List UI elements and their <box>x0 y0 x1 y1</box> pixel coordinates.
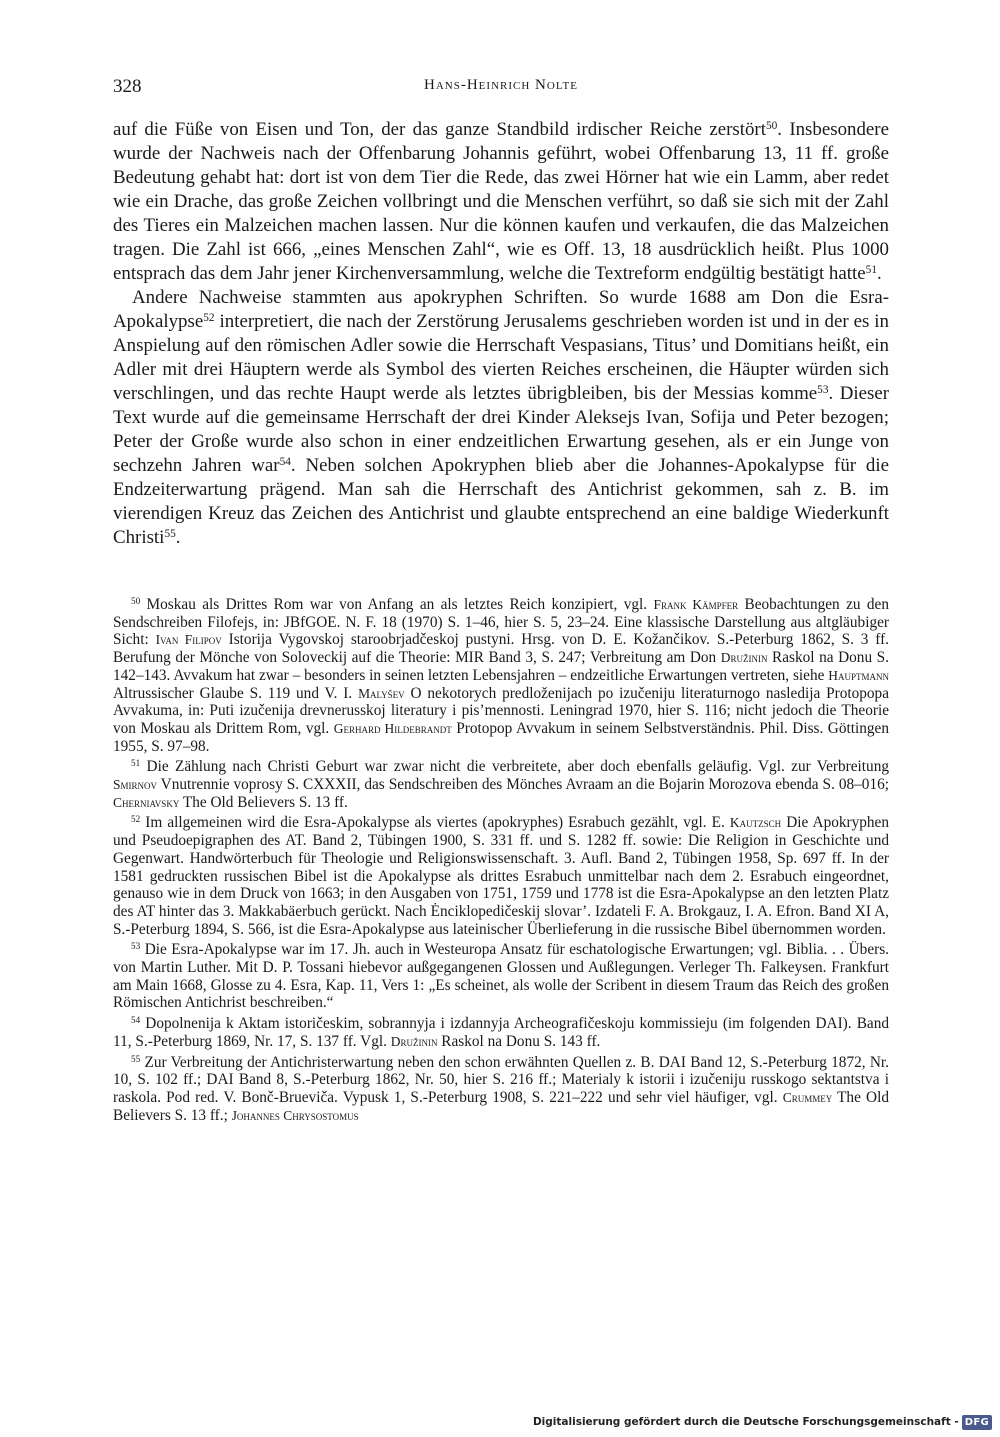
footnote-ref-52[interactable]: 52 <box>203 311 215 324</box>
footnote-52: $^{52}$ Im allgemeinen wird die Esra-Apokalypse als viertes (apokryphes) Esrabuch gezählt, vgl. E. Kautzsch Die Apokryphen und Pseudoepigraphen des AT. Band 2, Tübingen 1900, S. 331 ff. und S. 1282 ff. sowie: Die Religion in Geschichte und Gegenwart. Handwörterbuch für Theologie und Religionswissenschaft. 3. Aufl. Band 2, Tübingen 1958, Sp. 697 ff. In der 1581 gedruckten russischen Bibel ist die Apokalypse als drittes Esrabuch unmittelbar nach dem 2. Esrabuch eingeordnet, genauso wie in dem Druck von 1663; in den Ausgaben von 1751, 1759 und 1778 ist die Esra-Apokalypse an den letzten Platz des AT hinter das 3. Makkabäerbuch gerückt. Nach Ėnciklopedičeskij slovar’. Izdateli F. A. Brokgauz, I. A. Efron. Band XI A, S.-Peterburg 1894, S. 566, ist die Esra-Apokalypse aus lateinischer Überlieferung in die russische Bibel übernommen worden. <box>113 814 889 938</box>
author-name: Kautzsch <box>729 815 782 831</box>
author-name: Ivan Filipov <box>155 632 222 648</box>
author-name: Frank Kämpfer <box>653 597 739 612</box>
author-name: Johannes Chrysostomus <box>231 1107 359 1123</box>
author-name: Crummey <box>782 1089 833 1105</box>
footnote-ref-55[interactable]: 55 <box>164 527 176 540</box>
author-name: Malyšev <box>358 685 405 701</box>
footnote-number: 54 <box>131 1015 141 1026</box>
footnote-50: $^{50}$ Moskau als Drittes Rom war von Anfang an als letztes Reich konzipiert, vgl. Frank Kämpfer Beobachtungen zu den Sendschreiben Filofejs, in: JBfGOE. N. F. 18 (1970) S. 1–46, hier S. 5, 23–24. Eine klassische Darstellung aus altgläubiger Sicht: Ivan Filipov Istorija Vygovskoj staroobrjadčeskoj pustyni. Hrsg. von D. E. Kožančikov. S.-Peterburg 1862, S. 3 ff. Berufung der Mönche von Soloveckij auf die Theorie: MIR Band 3, S. 247; Verbreitung am Don Družinin Raskol na Donu S. 142–143. Avvakum hat zwar – besonders in seinen letzten Lebensjahren – endzeitliche Erwartungen vertreten, siehe Hauptmann Altrussischer Glaube S. 119 und V. I. Malyšev O nekotorych predloženijach po izučeniju literaturnogo nasledija Protopopa Avvakuma, in: Puti izučenija drevnerusskoj literatury i pis’mennosti. Leningrad 1970, hier S. 116; nicht jedoch die Theorie von Moskau als Drittem Rom, vgl. Gerhard Hildebrandt Protopop Avvakum in seinem Selbstverständnis. Phil. Diss. Göttingen 1955, S. 97–98. <box>113 595 890 755</box>
main-text <box>113 118 889 550</box>
footnote-51: $^{51}$ Die Zählung nach Christi Geburt war zwar nicht die verbreitete, aber doch ebenfalls geläufig. Vgl. zur Verbreitung Smirnov Vnutrennie voprosy S. CXXXII, das Sendschreiben des Mönches Avraam an die Bojarin Morozova ebenda S. 08–016; Cherniavsky The Old Believers S. 13 ff. <box>113 758 889 811</box>
author-name: Družinin <box>390 1033 438 1049</box>
paragraph-1: auf die Füße von Eisen und Ton, der das ganze Standbild irdischer Reiche zerstört$^{50}$. Insbesondere wurde der Nachweis nach der Offenbarung Johannis geführt, wobei Offenbarung 13, 11 ff. große Bedeutung gehabt hat: dort ist von dem Tier die Rede, das zwei Hörner hat wie ein Lamm, aber redet wie ein Drache, das große Zeichen vollbringt und die Menschen verführt, so daß sie sich mit der Zahl des Tieres ein Malzeichen machen lassen. Nur die können kaufen und verkaufen, die das Malzeichen tragen. Die Zahl ist 666, „eines Menschen Zahl“, wie es Off. 13, 18 ausdrücklich heißt. Plus 1000 entsprach das dem Jahr jener Kirchenversammlung, welche die Textreform endgültig bestätigt hatte$^{51}$. <box>113 119 889 284</box>
footnote-number: 51 <box>131 758 141 769</box>
credit-text: Digitalisierung gefördert durch die Deutsche Forschungsgemeinschaft - <box>532 1416 959 1428</box>
footnote-number: 50 <box>131 595 141 606</box>
author-name: Smirnov <box>113 777 157 793</box>
footnote-number: 53 <box>131 941 141 952</box>
footnote-ref-54[interactable]: 54 <box>279 455 291 468</box>
page-header <box>113 76 889 104</box>
footnotes <box>113 596 889 1127</box>
page-number: 328 <box>113 76 142 97</box>
footnote-number: 55 <box>131 1053 141 1064</box>
footnote-ref-53[interactable]: 53 <box>817 383 829 396</box>
running-head: Hans-Heinrich Nolte <box>424 77 578 93</box>
author-name: Družinin <box>720 650 768 666</box>
author-name: Gerhard Hildebrandt <box>333 720 452 736</box>
footnote-53: $^{53}$ Die Esra-Apokalypse war im 17. Jh. auch in Westeuropa Ansatz für eschatologische Erwartungen; vgl. Biblia. . . Übers. von Martin Luther. Mit D. P. Tossani hiebevor außgegangenen Glossen und Außlegungen. Verleger Th. Falkeysen. Frankfurt am Main 1668, Glosse zu 4. Esra, Kap. 11, Vers 1: „Es scheinet, als wolle der Scribent in diesem Traum das Reich des großen Römischen Antichrist beschreiben.“ <box>113 941 889 1012</box>
footnote-55: $^{55}$ Zur Verbreitung der Antichristerwartung neben den schon erwähnten Quellen z. B. DAI Band 12, S.-Peterburg 1872, Nr. 10, S. 102 ff.; DAI Band 8, S.-Peterburg 1862, Nr. 50, hier S. 216 ff.; Materialy k istorii i izučeniju russkogo sektantstva i raskola. Pod red. V. Bonč-Brueviča. Vypusk 1, S.-Peterburg 1908, S. 221–222 und sehr viel häufiger, vgl. Crummey The Old Believers S. 13 ff.; Johannes Chrysostomus <box>113 1053 889 1124</box>
paragraph-2: Andere Nachweise stammten aus apokryphen Schriften. So wurde 1688 am Don die Esra-Apokalypse$^{52}$ interpretiert, die nach der Zerstörung Jerusalems geschrieben worden ist und in der es in Anspielung auf den römischen Adler sowie die Herrschaft Vespasians, Titus’ und Domitians heißt, ein Adler mit drei Häuptern werde als Symbol des vierten Reiches erscheinen, die Häupter würden sich verschlingen, und das rechte Haupt werde als letztes übrigbleiben, bis der Messias komme$^{53}$. Dieser Text wurde auf die gemeinsame Herrschaft der drei Kinder Aleksejs Ivan, Sofija und Peter bezogen; Peter der Große wurde also schon in einer endzeitlichen Erwartung gesehen, als er ein Junge von sechzehn Jahren war$^{54}$. Neben solchen Apokryphen blieb aber die Johannes-Apokalypse für die Endzeiterwartung prägend. Man sah die Herrschaft des Antichrist gekommen, sah z. B. im vierendigen Kreuz das Zeichen des Antichrist und glaubte entsprechend an eine baldige Wiederkunft Christi$^{55}$. <box>113 287 890 548</box>
author-name: Hauptmann <box>828 667 889 683</box>
footnote-ref-51[interactable]: 51 <box>865 263 877 276</box>
digitization-credit <box>533 1413 992 1431</box>
footnote-ref-50[interactable]: 50 <box>765 119 778 132</box>
dfg-logo-icon: DFG <box>962 1415 992 1430</box>
footnote-number: 52 <box>131 814 141 825</box>
author-name: Cherniavsky <box>113 794 180 810</box>
footnote-54: $^{54}$ Dopolnenija k Aktam istoričeskim, sobrannyja i izdannyja Archeografičeskoju kommissieju (im folgenden DAI). Band 11, S.-Peterburg 1869, Nr. 17, S. 137 ff. Vgl. Družinin Raskol na Donu S. 143 ff. <box>113 1015 889 1050</box>
